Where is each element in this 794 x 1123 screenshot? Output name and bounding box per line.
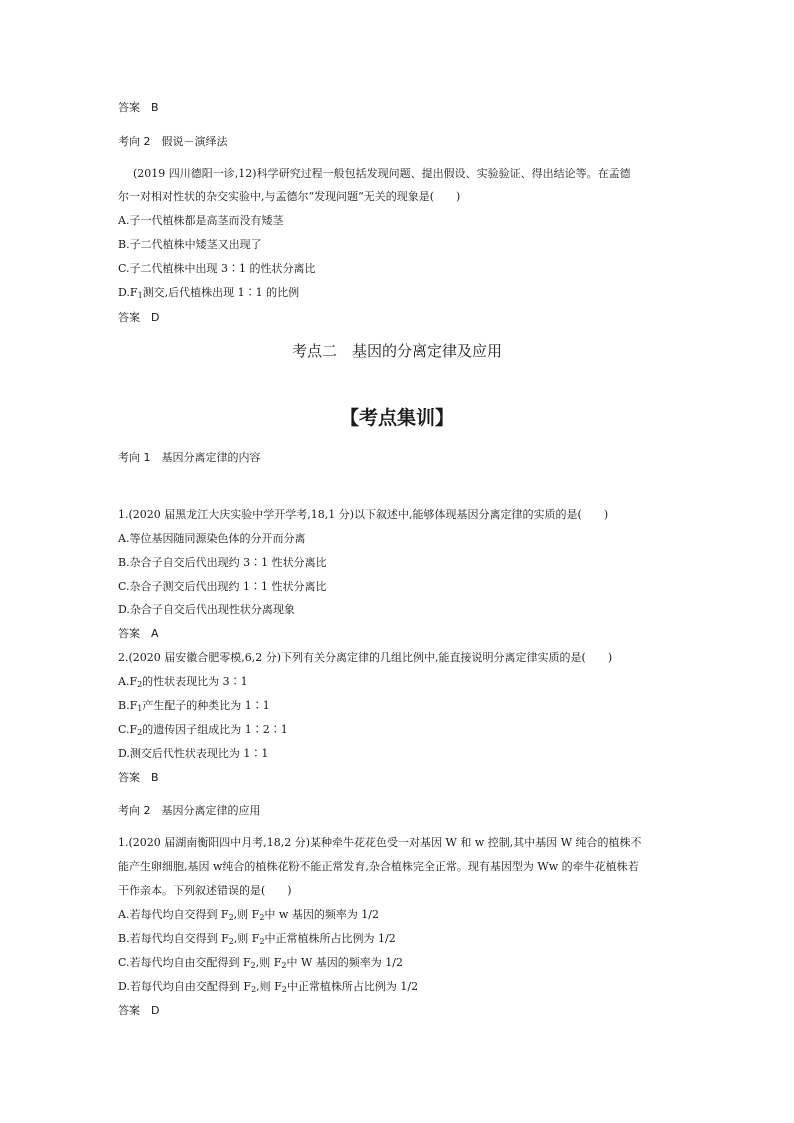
option-d: $D.F_1$测交,后代植株出现 1∶1 的比例	[118, 286, 300, 300]
option-d: D.若每代均自由交配得到 $F_2$,则 $F_2$中正常植株所占比例为 1/2	[118, 980, 419, 994]
question-stem: 能产生卵细胞,基因 w纯合的植株花粉不能正常发育,杂合植株完全正常。现有基因型为 Ww 的牵牛花植株若	[118, 860, 639, 873]
section-heading: 考向 1 基因分离定律的内容	[118, 451, 261, 464]
answer-label: 答案 D	[118, 1004, 160, 1017]
question-stem: 2.(2020 届安徽合肥零模,6,2 分)下列有关分离定律的几组比例中,能直接说明分离定律实质的是( )	[118, 651, 613, 664]
page-title: 考点二 基因的分离定律及应用	[291, 342, 502, 360]
option-c: $C.F_2$的遗传因子组成比为 1∶2∶1	[118, 723, 288, 737]
question-stem: 干作亲本。下列叙述错误的是( )	[118, 884, 292, 897]
option-a: A.等位基因随同源染色体的分开而分离	[118, 532, 306, 545]
section-heading: 考向 2 基因分离定律的应用	[118, 804, 261, 817]
answer-label: 答案 D	[118, 311, 160, 324]
question-stem: 1.(2020 届湖南衡阳四中月考,18,2 分)某种牵牛花花色受一对基因 W 和 w 控制,其中基因 W 纯合的植株不	[118, 836, 642, 849]
question-stem: 1.(2020 届黑龙江大庆实验中学开学考,18,1 分)以下叙述中,能够体现基因分离定律的实质的是( )	[118, 508, 609, 521]
question-stem: (2019 四川德阳一诊,12)科学研究过程一般包括发现问题、提出假设、实验验证、得出结论等。在孟德	[133, 167, 631, 180]
option-c: C.若每代均自由交配得到 $F_2$,则 $F_2$中 W 基因的频率为 1/2	[118, 956, 403, 970]
option-d: D.杂合子自交后代出现性状分离现象	[118, 603, 295, 616]
answer-label: 答案 A	[118, 627, 159, 640]
option-a: A.子一代植株都是高茎而没有矮茎	[118, 214, 284, 227]
option-b: $B.F_1$产生配子的种类比为 1∶1	[118, 699, 270, 713]
answer-label: 答案 B	[118, 101, 159, 114]
question-stem: 尔一对相对性状的杂交实验中,与孟德尔“发现问题”无关的现象是( )	[118, 190, 461, 203]
option-a: $A.F_2$的性状表现比为 3∶1	[118, 675, 248, 689]
option-b: B.若每代均自交得到 $F_2$,则 $F_2$中正常植株所占比例为 1/2	[118, 932, 396, 946]
option-a: A.若每代均自交得到 $F_2$,则 $F_2$中 w 基因的频率为 1/2	[118, 908, 380, 922]
option-c: C.杂合子测交后代出现约 1∶1 性状分离比	[118, 580, 327, 593]
answer-label: 答案 B	[118, 771, 159, 784]
section-heading: 考向 2 假说－演绎法	[118, 135, 228, 148]
section-banner: 【考点集训】	[339, 407, 454, 429]
option-c: C.子二代植株中出现 3∶1 的性状分离比	[118, 262, 316, 275]
option-b: B.杂合子自交后代出现约 3∶1 性状分离比	[118, 556, 327, 569]
option-b: B.子二代植株中矮茎又出现了	[118, 238, 262, 251]
option-d: D.测交后代性状表现比为 1∶1	[118, 747, 269, 760]
